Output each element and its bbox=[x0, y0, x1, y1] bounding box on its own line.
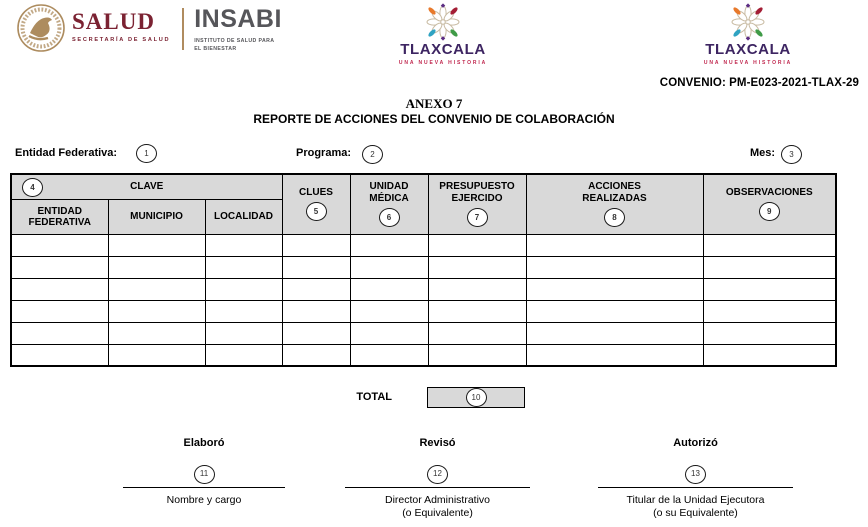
empty-cell bbox=[108, 256, 205, 278]
convenio-number: CONVENIO: PM-E023-2021-TLAX-29 bbox=[659, 77, 859, 89]
autorizo-heading: Autorizó bbox=[673, 437, 718, 449]
empty-cell bbox=[205, 322, 282, 344]
document-title-report: REPORTE DE ACCIONES DEL CONVENIO DE COLABORACIÓN bbox=[253, 112, 615, 126]
ref-circle-13: 13 bbox=[685, 465, 706, 484]
empty-cell bbox=[350, 300, 428, 322]
unidad-medica-label: UNIDAD MÉDICA bbox=[369, 181, 409, 205]
table-row bbox=[11, 300, 836, 322]
report-table bbox=[10, 173, 837, 367]
empty-cell bbox=[350, 278, 428, 300]
ref-circle-7: 7 bbox=[467, 208, 488, 227]
insabi-subtitle-line1: INSTITUTO DE SALUD PARA bbox=[194, 38, 275, 44]
acciones-label: ACCIONES REALIZADAS bbox=[582, 181, 647, 205]
programa-label: Programa: bbox=[296, 147, 352, 159]
elaboro-caption bbox=[123, 494, 285, 507]
empty-cell bbox=[703, 344, 836, 366]
clave-group-header bbox=[11, 174, 282, 199]
empty-cell bbox=[428, 278, 526, 300]
empty-cell bbox=[205, 256, 282, 278]
salud-insabi-logo-block bbox=[16, 3, 282, 54]
signature-block-reviso bbox=[345, 437, 530, 520]
signature-block-elaboro bbox=[123, 437, 285, 507]
salud-wordmark: SALUD bbox=[72, 9, 155, 34]
empty-cell bbox=[108, 234, 205, 256]
empty-cell bbox=[428, 344, 526, 366]
tlaxcala-subtitle: UNA NUEVA HISTORIA bbox=[398, 60, 488, 66]
mes-label: Mes: bbox=[750, 147, 776, 159]
empty-cell bbox=[703, 300, 836, 322]
tlaxcala-flower-icon bbox=[729, 3, 767, 41]
empty-cell bbox=[350, 322, 428, 344]
empty-cell bbox=[11, 322, 108, 344]
empty-cell bbox=[282, 278, 350, 300]
column-header-observaciones bbox=[703, 174, 836, 234]
column-header-clues bbox=[282, 174, 350, 234]
column-header-presupuesto bbox=[428, 174, 526, 234]
column-header-entidad-federativa: ENTIDAD FEDERATIVA bbox=[11, 199, 108, 234]
ref-circle-6: 6 bbox=[379, 208, 400, 227]
observaciones-label: OBSERVACIONES bbox=[725, 187, 813, 199]
tlaxcala-wordmark: TLAXCALA bbox=[705, 41, 791, 58]
empty-cell bbox=[526, 234, 703, 256]
table-row bbox=[11, 256, 836, 278]
ref-circle-10: 10 bbox=[466, 388, 487, 407]
signature-line bbox=[123, 487, 285, 488]
empty-cell bbox=[282, 256, 350, 278]
insabi-wordmark-block bbox=[194, 7, 282, 54]
empty-cell bbox=[11, 234, 108, 256]
empty-cell bbox=[282, 234, 350, 256]
empty-cell bbox=[11, 344, 108, 366]
empty-cell bbox=[108, 278, 205, 300]
empty-cell bbox=[526, 300, 703, 322]
salud-wordmark-block bbox=[72, 10, 170, 43]
autorizo-caption-line2: (o su Equivalente) bbox=[653, 507, 738, 520]
reviso-heading: Revisó bbox=[419, 437, 456, 449]
empty-cell bbox=[526, 322, 703, 344]
empty-cell bbox=[526, 256, 703, 278]
empty-cell bbox=[703, 322, 836, 344]
empty-cell bbox=[205, 234, 282, 256]
tlaxcala-logo-right bbox=[693, 3, 803, 66]
ref-circle-4: 4 bbox=[22, 178, 43, 197]
empty-cell bbox=[11, 278, 108, 300]
salud-eagle-seal-icon bbox=[16, 3, 66, 53]
ref-circle-1: 1 bbox=[136, 144, 157, 163]
empty-cell bbox=[428, 234, 526, 256]
empty-cell bbox=[350, 256, 428, 278]
column-header-municipio: MUNICIPIO bbox=[108, 199, 205, 234]
ref-circle-3: 3 bbox=[781, 145, 802, 164]
empty-cell bbox=[428, 322, 526, 344]
ref-circle-8: 8 bbox=[604, 208, 625, 227]
clave-label: CLAVE bbox=[130, 180, 164, 192]
column-header-localidad: LOCALIDAD bbox=[205, 199, 282, 234]
empty-cell bbox=[11, 256, 108, 278]
empty-cell bbox=[108, 322, 205, 344]
autorizo-caption-line1: Titular de la Unidad Ejecutora bbox=[626, 494, 765, 506]
entidad-federativa-label: Entidad Federativa: bbox=[15, 147, 118, 159]
salud-subtitle: SECRETARÍA DE SALUD bbox=[72, 37, 171, 43]
column-header-acciones bbox=[526, 174, 703, 234]
ref-circle-11: 11 bbox=[194, 465, 215, 484]
report-table-body bbox=[11, 234, 836, 366]
insabi-subtitle-line2: EL BIENESTAR bbox=[194, 46, 237, 53]
empty-cell bbox=[282, 322, 350, 344]
empty-cell bbox=[703, 278, 836, 300]
empty-cell bbox=[205, 300, 282, 322]
logo-divider bbox=[182, 8, 184, 50]
insabi-wordmark: INSABI bbox=[194, 5, 282, 33]
empty-cell bbox=[703, 256, 836, 278]
ref-circle-5: 5 bbox=[306, 202, 327, 221]
empty-cell bbox=[11, 300, 108, 322]
empty-cell bbox=[282, 300, 350, 322]
elaboro-caption-line1: Nombre y cargo bbox=[166, 494, 242, 506]
reviso-caption bbox=[345, 494, 530, 520]
empty-cell bbox=[205, 344, 282, 366]
empty-cell bbox=[526, 344, 703, 366]
empty-cell bbox=[350, 344, 428, 366]
signature-line bbox=[345, 487, 530, 488]
signature-line bbox=[598, 487, 793, 488]
empty-cell bbox=[703, 234, 836, 256]
empty-cell bbox=[282, 344, 350, 366]
signature-block-autorizo bbox=[598, 437, 793, 520]
elaboro-heading: Elaboró bbox=[183, 437, 225, 449]
empty-cell bbox=[526, 278, 703, 300]
insabi-subtitle bbox=[194, 37, 282, 54]
reviso-caption-line1: Director Administrativo bbox=[384, 494, 491, 506]
tlaxcala-subtitle: UNA NUEVA HISTORIA bbox=[703, 60, 793, 66]
empty-cell bbox=[350, 234, 428, 256]
tlaxcala-wordmark: TLAXCALA bbox=[400, 41, 486, 58]
table-row bbox=[11, 322, 836, 344]
empty-cell bbox=[108, 300, 205, 322]
empty-cell bbox=[108, 344, 205, 366]
empty-cell bbox=[205, 278, 282, 300]
ref-circle-2: 2 bbox=[362, 145, 383, 164]
total-value-box bbox=[427, 387, 525, 408]
empty-cell bbox=[428, 256, 526, 278]
document-title-anexo: ANEXO 7 bbox=[405, 96, 463, 111]
autorizo-caption bbox=[598, 494, 793, 520]
tlaxcala-logo-center bbox=[388, 3, 498, 66]
clues-label: CLUES bbox=[299, 187, 333, 199]
table-row bbox=[11, 278, 836, 300]
reviso-caption-line2: (o Equivalente) bbox=[402, 507, 473, 520]
column-header-unidad-medica bbox=[350, 174, 428, 234]
ref-circle-12: 12 bbox=[427, 465, 448, 484]
tlaxcala-flower-icon bbox=[424, 3, 462, 41]
total-label: TOTAL bbox=[356, 391, 392, 403]
presupuesto-label: PRESUPUESTO EJERCIDO bbox=[439, 181, 515, 205]
ref-circle-9: 9 bbox=[759, 202, 780, 221]
table-row bbox=[11, 234, 836, 256]
table-row bbox=[11, 344, 836, 366]
empty-cell bbox=[428, 300, 526, 322]
